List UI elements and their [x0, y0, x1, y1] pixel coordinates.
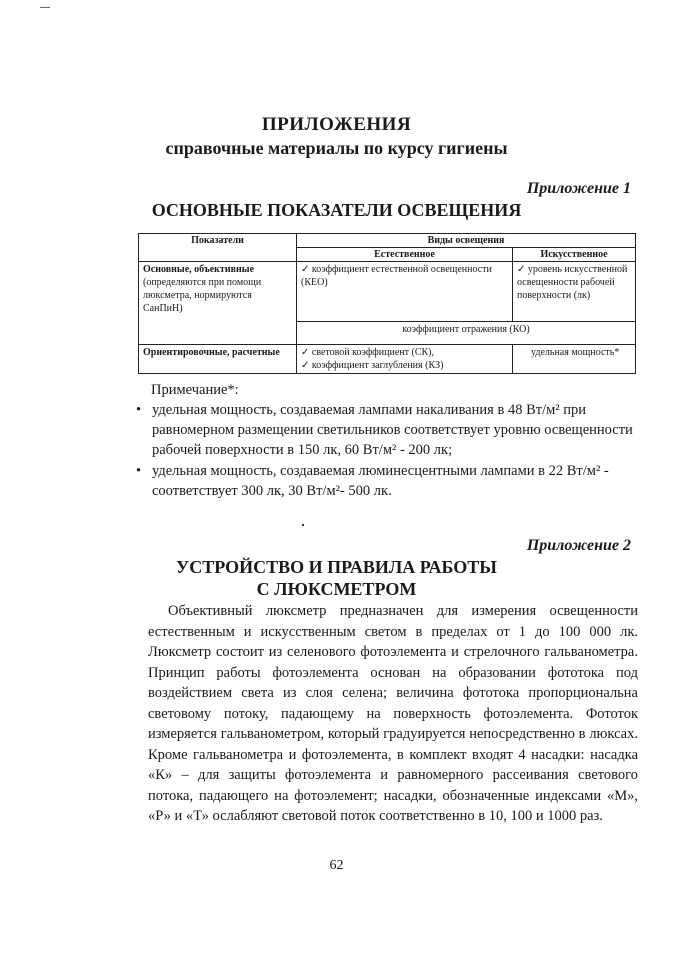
bullet-icon: • [136, 463, 142, 479]
row-objective-label [139, 262, 297, 345]
list-item [132, 461, 642, 501]
row-estimated-label: Ориентировочные, расчетные [139, 345, 297, 374]
appendices-subtitle: справочные материалы по курсу гигиены [165, 138, 508, 158]
table-row [139, 345, 636, 374]
luxmeter-paragraph-text: Объективный люксметр предназначен для измерения освещенности естественным и искусственным светом в пределах от 1 до 100 000 лк. Люксметр состоит из селенового фотоэлемента и стрелочного гальванометра. Принцип работы фотоэлемента основан на образовании фототока под воздействием света из слоя селена; величина фототока пропорциональна световому потоку, падающему на поверхность фотоэлемента. Фототок измеряется гальванометром, который градуируется непосредственно в люксах. Кроме гальванометра и фотоэлемента, в комплект входят 4 насадки: насадка «К» – для защиты фотоэлемента и равномерного рассеивания светового потока, падающего на фотоэлемент; насадки, обозначенные индексами «М», «Р» и «Т» ослабляют световой поток соответственно в 10, 100 и 1000 раз. [148, 603, 638, 824]
appendix-2-title-line-1: УСТРОЙСТВО И ПРАВИЛА РАБОТЫ [176, 557, 497, 577]
header-natural: Естественное [297, 248, 513, 262]
row-objective-artificial: ✓ уровень искусственной освещенности рабочей поверхности (лк) [513, 262, 636, 322]
note-label: Примечание*: [151, 382, 239, 398]
row-objective-label-rest: (определяются при помощи люксметра, нормируются СанПиН) [143, 277, 262, 314]
row-estimated-natural-1: ✓ световой коэффициент (СК), [301, 347, 434, 358]
table-header-row [139, 234, 636, 248]
appendices-title: ПРИЛОЖЕНИЯ [261, 114, 412, 135]
luxmeter-paragraph [148, 601, 638, 827]
header-artificial: Искусственное [513, 248, 636, 262]
appendix-1-label: Приложение 1 [526, 180, 631, 197]
row-objective-label-bold: Основные, объективные [143, 264, 255, 275]
row-estimated-natural-2: ✓ коэффициент заглубления (КЗ) [301, 360, 444, 371]
row-objective-natural: ✓ коэффициент естественной освещенности (КЕО) [297, 262, 513, 322]
print-speck [302, 524, 304, 526]
table-row [139, 262, 636, 322]
page-corner-mark: — [40, 2, 50, 13]
note-bullet-text: удельная мощность, создаваемая лампами накаливания в 48 Вт/м² при равномерном размещении светильников соответствует уровню освещенности рабочей поверхности в 150 лк, 60 Вт/м² - 200 лк; [152, 402, 633, 458]
appendix-2-label: Приложение 2 [526, 537, 631, 554]
appendix-2-title-line-2: С ЛЮКСМЕТРОМ [256, 579, 417, 599]
header-lighting-types: Виды освещения [297, 234, 636, 248]
header-indicators: Показатели [139, 234, 297, 262]
row-estimated-natural [297, 345, 513, 374]
lighting-indicators-table [138, 233, 636, 374]
bullet-icon: • [136, 402, 142, 418]
page-number: 62 [329, 858, 344, 873]
note-bullet-list [132, 400, 642, 502]
note-bullet-text: удельная мощность, создаваемая люминесцентными лампами в 22 Вт/м² - соответствует 300 лк, 30 Вт/м²- 500 лк. [152, 463, 609, 499]
row-reflection-coefficient: коэффициент отражения (КО) [297, 322, 636, 345]
appendix-1-title: ОСНОВНЫЕ ПОКАЗАТЕЛИ ОСВЕЩЕНИЯ [151, 200, 522, 220]
row-estimated-artificial: удельная мощность* [513, 345, 636, 374]
list-item [132, 400, 642, 460]
